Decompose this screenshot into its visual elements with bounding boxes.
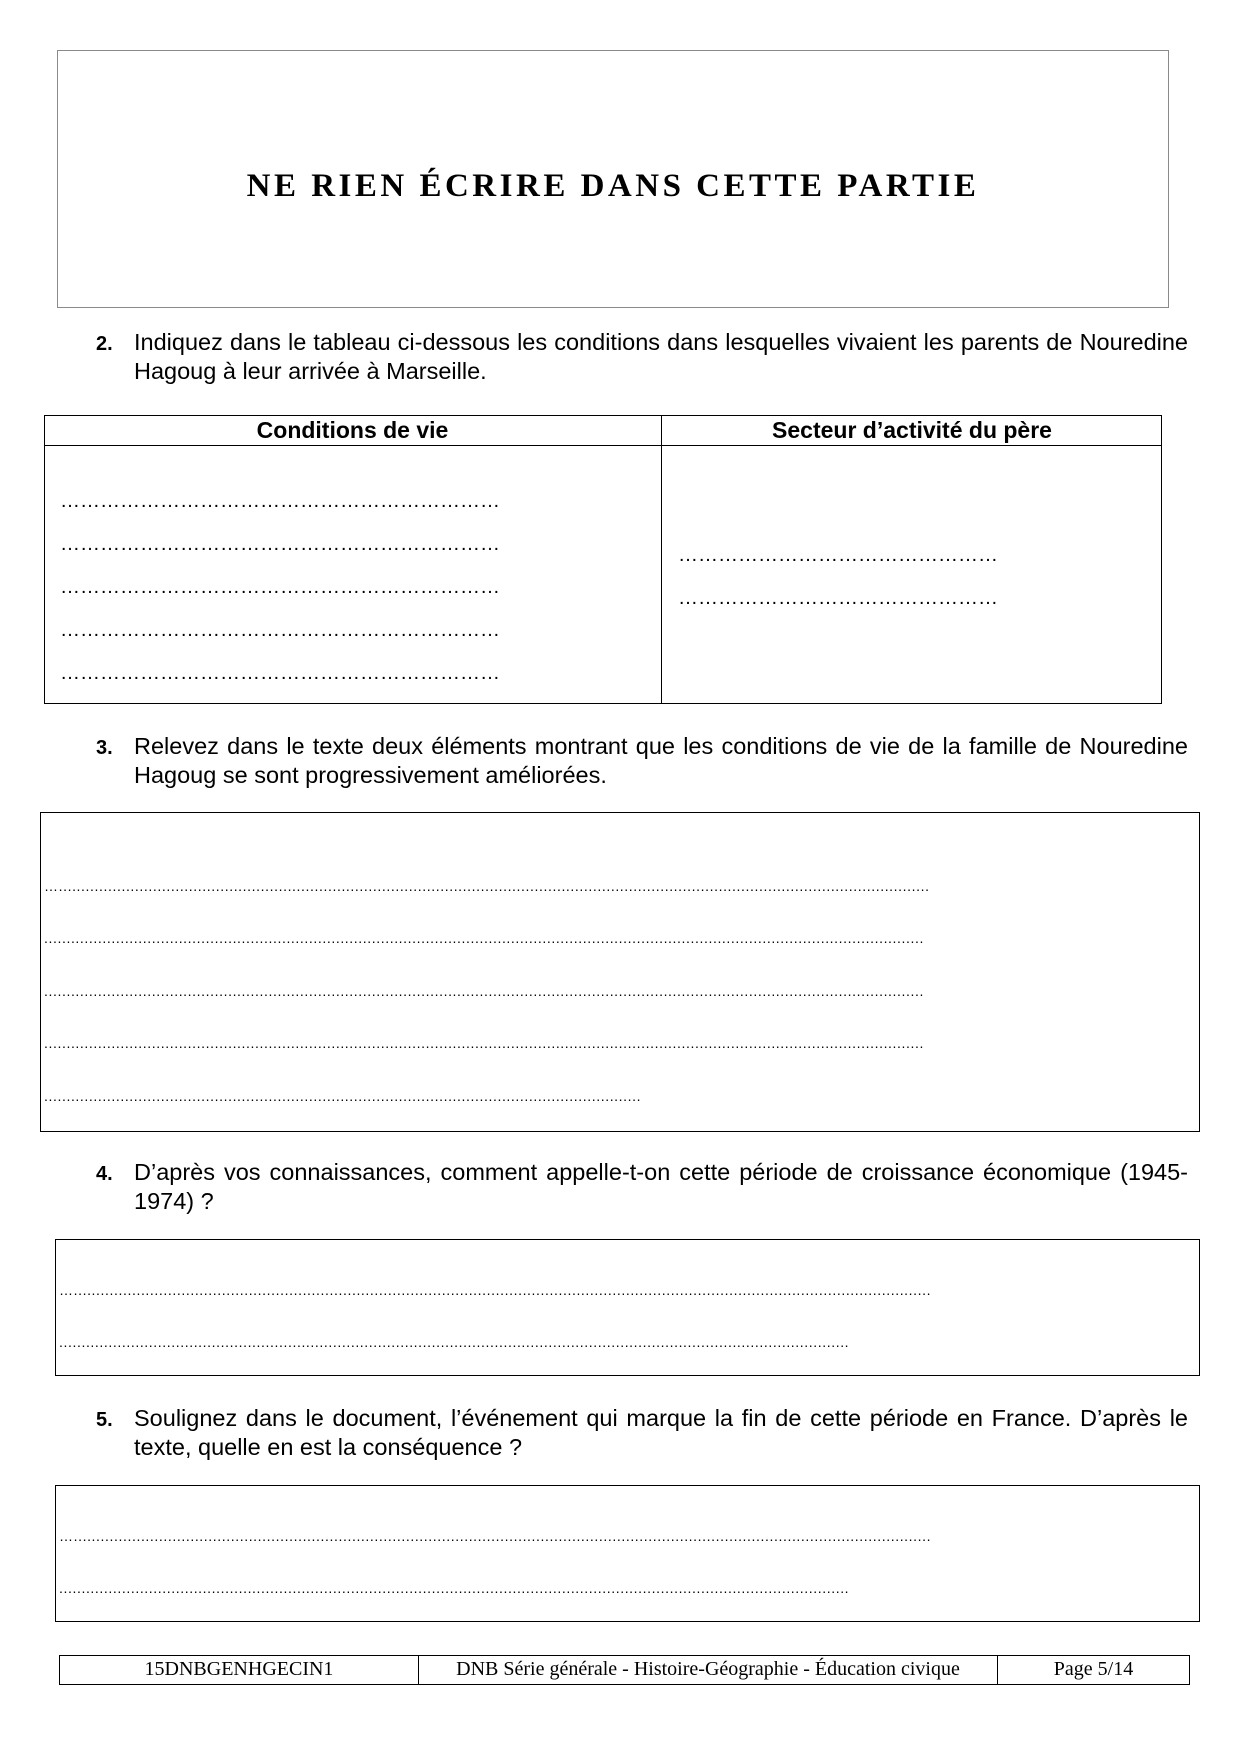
q2-conditions-answer-area[interactable] [60, 491, 630, 706]
question-3-number: 3. [96, 737, 113, 759]
answer-line: ..................................................................................................................................... [44, 1089, 642, 1103]
question-5-text: Soulignez dans le document, l’événement qui marque la fin de cette période en France. D’après le texte, quelle en est la conséquence ? [134, 1405, 1188, 1460]
question-2-text: Indiquez dans le tableau ci-dessous les conditions dans lesquelles vivaient les parents de Nouredine Hagoug à leur arrivée à Marseille. [134, 329, 1188, 384]
q3-answer-box[interactable] [40, 812, 1200, 1132]
question-2-number: 2. [96, 333, 113, 355]
q5-answer-box[interactable] [55, 1485, 1200, 1622]
q2-table [44, 415, 1162, 704]
q2-table-col-divider [661, 415, 662, 704]
question-4-number: 4. [96, 1163, 113, 1185]
answer-line: …............................................................................................................................................................................................... [59, 1283, 932, 1297]
answer-line: ….................................................................................................................................................................................................. [44, 879, 930, 893]
answer-line: ………………………………………… [678, 545, 998, 566]
answer-line: ………………………………………………………… [60, 620, 500, 641]
q2-col-secteur-header: Secteur d’activité du père [772, 417, 1052, 443]
question-4-text: D’après vos connaissances, comment appelle-t-on cette période de croissance économique (1945-1974) ? [134, 1159, 1188, 1214]
answer-line: .................................................................................................................................................................................................... [44, 931, 924, 945]
footer-exam-code: 15DNBGENHGECIN1 [144, 1658, 334, 1680]
question-5-number: 5. [96, 1409, 113, 1431]
answer-line: ………………………………………………………… [60, 577, 500, 598]
answer-line: ………………………………………… [678, 588, 998, 609]
answer-line: ………………………………………………………… [60, 534, 500, 555]
do-not-write-notice: NE RIEN ÉCRIRE DANS CETTE PARTIE [246, 168, 980, 204]
q2-col-conditions-header: Conditions de vie [256, 417, 449, 443]
footer-table [59, 1655, 1190, 1685]
question-3-text: Relevez dans le texte deux éléments montrant que les conditions de vie de la famille de Nouredine Hagoug se sont progressivement améliorées. [134, 733, 1188, 788]
answer-line: ………………………………………………………… [60, 491, 500, 512]
footer-page-number: Page 5/14 [1053, 1658, 1134, 1680]
footer-exam-title: DNB Série générale - Histoire-Géographie - Éducation civique [456, 1658, 960, 1680]
answer-line: ………………………………………………………… [60, 663, 500, 684]
answer-line: ................................................................................................................................................................................ [59, 1581, 850, 1595]
answer-line: …............................................................................................................................................................................................... [59, 1529, 932, 1543]
q2-table-header-divider [44, 445, 1162, 446]
answer-line: ................................................................................................................................................................................ [59, 1335, 850, 1349]
answer-line: .................................................................................................................................................................................................... [44, 1036, 924, 1050]
answer-line: .................................................................................................................................................................................................... [44, 984, 924, 998]
q2-secteur-answer-area[interactable] [678, 545, 1098, 631]
q4-answer-box[interactable] [55, 1239, 1200, 1376]
